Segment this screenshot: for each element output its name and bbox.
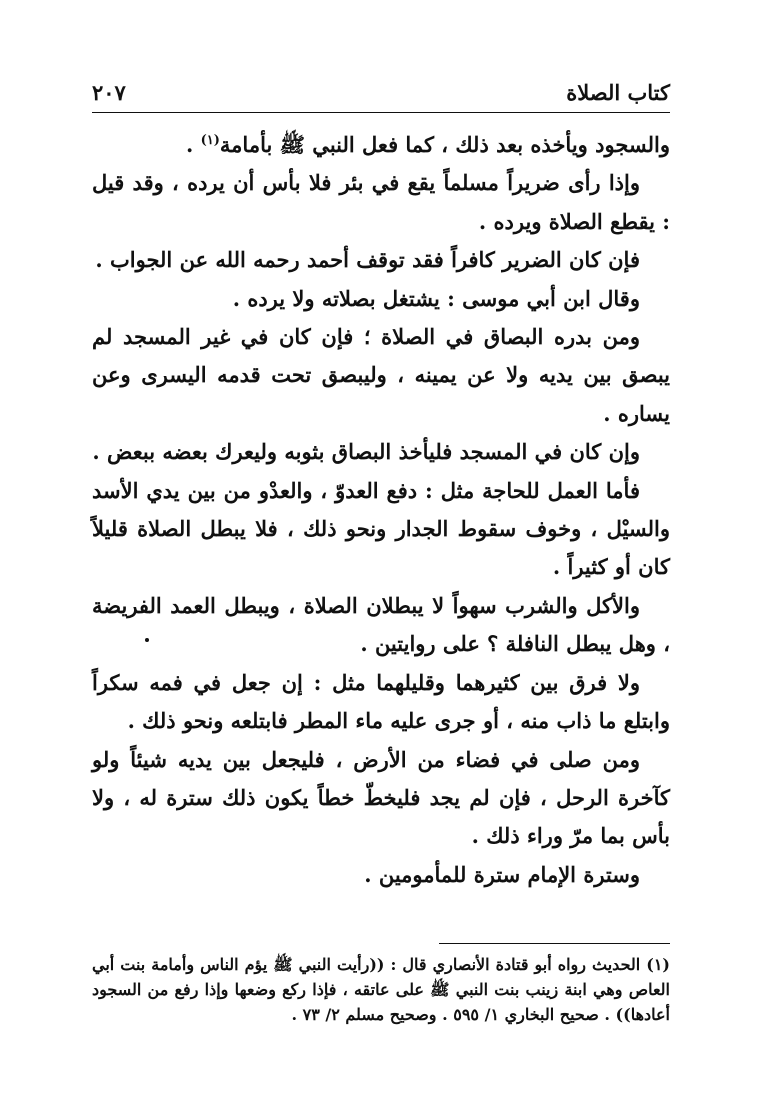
paragraph-1-end: .	[186, 132, 201, 157]
paragraph-6: وإن كان في المسجد فليأخذ البصاق بثوبه وليعرك بعضه ببعض .	[92, 439, 640, 465]
paragraph-9: ولا فرق بين كثيرهما وقليلهما مثل : إن جعل في فمه سكراً وابتلع ما ذاب منه ، أو جرى عليه ماء المطر فابتلعه ونحو ذلك .	[92, 669, 670, 734]
paragraph-5: ومن بدره البصاق في الصلاة ؛ فإن كان في غير المسجد لم يبصق بين يديه ولا عن يمينه ، وليبصق تحت قدمه اليسرى وعن يساره .	[92, 324, 670, 426]
paragraph-11: وسترة الإمام سترة للمأمومين .	[364, 861, 640, 887]
footnote-marker: (١)	[200, 133, 220, 148]
page-number: ٢٠٧	[92, 80, 126, 105]
paragraph-1-text: والسجود ويأخذه بعد ذلك ، كما فعل النبي ﷺ بأمامة	[219, 132, 670, 157]
paragraph-8: والأكل والشرب سهواً لا يبطلان الصلاة ، ويبطل العمد الفريضة ، وهل يبطل النافلة ؟ على روايتين .	[92, 592, 670, 657]
footnote: (١) الحديث رواه أبو قتادة الأنصاري قال : ((رأيت النبي ﷺ يؤم الناس وأمامة بنت أبي العاص وهي ابنة زينب بنت النبي ﷺ على عاتقه ، فإذا ركع وضعها وإذا رفع من السجود أعادها)) . صحيح البخاري ١/ ٥٩٥ . وصحيح مسلم ٢/ ٧٣ .	[92, 955, 670, 1024]
footnote-separator	[439, 943, 670, 944]
ink-dot	[145, 638, 149, 642]
paragraph-2: وإذا رأى ضريراً مسلماً يقع في بئر فلا بأس أن يرده ، وقد قيل : يقطع الصلاة ويرده .	[92, 170, 670, 234]
paragraph-4: وقال ابن أبي موسى : يشتغل بصلاته ولا يرده .	[232, 285, 640, 311]
page-header	[92, 78, 670, 113]
main-text	[92, 126, 670, 894]
paragraph-10: ومن صلى في فضاء من الأرض ، فليجعل بين يديه شيئاً ولو كآخرة الرحل ، فإن لم يجد فليخطّ خطاً يكون ذلك سترة له ، ولا بأس بما مرّ وراء ذلك .	[92, 746, 670, 849]
paragraph-1	[92, 126, 670, 164]
running-title: كتاب الصلاة	[566, 80, 670, 105]
paragraph-7: فأما العمل للحاجة مثل : دفع العدوّ ، والعدْو من بين يدي الأسد والسيْل ، وخوف سقوط الجدار ونحو ذلك ، فلا يبطل الصلاة قليلاً كان أو كثيراً .	[92, 477, 670, 580]
paragraph-3: فإن كان الضرير كافراً فقد توقف أحمد رحمه الله عن الجواب .	[95, 247, 640, 273]
